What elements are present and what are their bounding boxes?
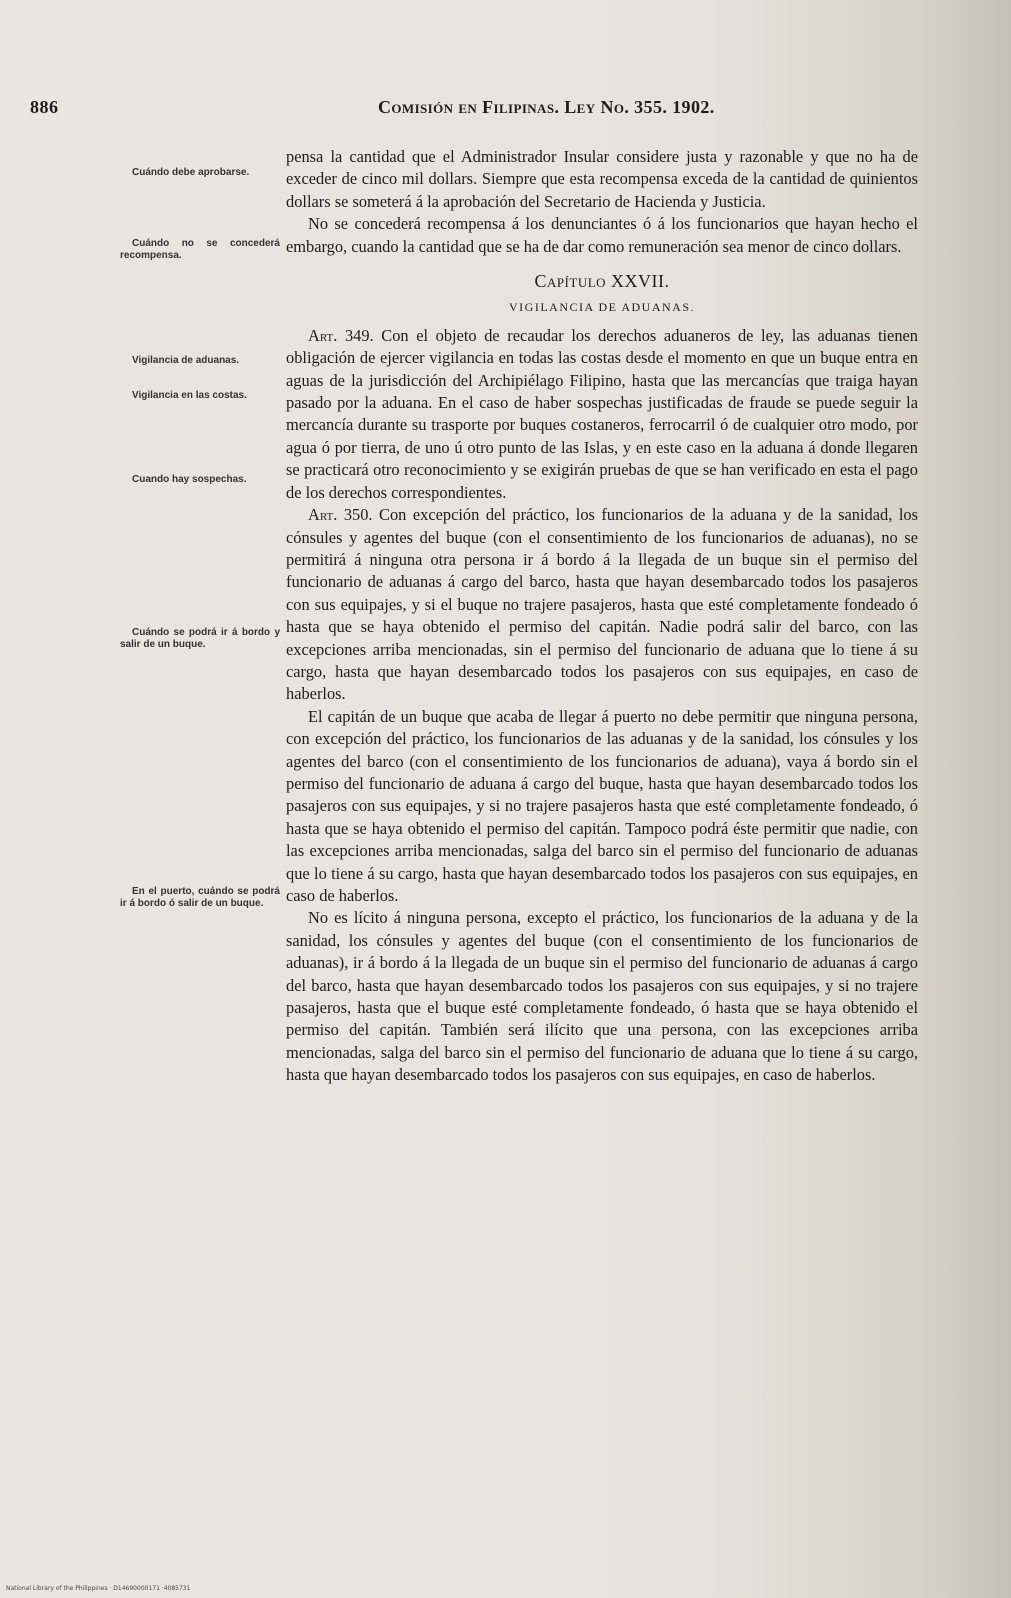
margin-note: Vigilancia de aduanas. (132, 355, 240, 366)
article-349 (286, 325, 918, 504)
article-label: Art. 349. (308, 325, 374, 345)
page-header (30, 97, 850, 121)
paragraph: pensa la cantidad que el Administrador Insular considere justa y razonable y que no ha de exceder de cinco mil dollars. Siempre que esta recompensa exceda de la cantidad de quinientos dollars se someterá á la aprobación del Secretario de Hacienda y Justicia. (286, 147, 918, 211)
paragraph: El capitán de un buque que acaba de llegar á puerto no debe permitir que ninguna persona, con excepción del práctico, los funcionarios de las aduanas y de la sanidad, los cónsules y los agentes del barco (con el consentimiento de los funcionarios de aduana), vaya á bordo sin el permiso del funcionario de aduana á cargo del buque, hasta que hayan desembarcado todos los pasajeros con sus equipajes, y si no trajere pasajeros hasta que esté completamente fondeado, ó hasta que se haya obtenido el permiso del capitán. Tampoco podrá éste permitir que nadie, con las excepciones arriba mencionadas, salga del barco sin el permiso del funcionario de aduanas que lo tiene á su cargo, hasta que hayan desembarcado todos los pasajeros con sus equipajes, en caso de haberlos. (286, 706, 918, 905)
margin-note: Cuándo no se concederá recompensa. (120, 238, 280, 261)
margin-note: Cuándo se podrá ir á bordo y salir de un buque. (120, 627, 280, 650)
paragraph: No se concederá recompensa á los denunciantes ó á los funcionarios que hayan hecho el embargo, cuando la cantidad que se ha de dar como remuneración sea menor de cinco dollars. (286, 214, 918, 256)
paragraph: No es lícito á ninguna persona, excepto el práctico, los funcionarios de la aduana y de la sanidad, los cónsules y agentes del buque (con el consentimiento de los funcionarios de aduanas), ir á bordo á la llegada de un buque sin el permiso del funcionario de aduanas á cargo del barco, hasta que hayan desembarcado todos los pasajeros con sus equipajes, y si no trajere pasajeros, hasta que el buque esté completamente fondeado, ó hasta que se haya obtenido el permiso del capitán. También será ilícito que una persona, con las excepciones arriba mencionadas, salga del barco sin el permiso del funcionario de aduana que lo tiene á su cargo, hasta que hayan desembarcado todos los pasajeros con sus equipajes, en caso de haberlos. (286, 908, 918, 1085)
article-text: Con el objeto de recaudar los derechos aduaneros de ley, las aduanas tienen obligación de ejercer vigilancia en todas las costas desde el momento en que un buque entra en aguas de la jurisdicción del Archipiélago Filipino, hasta que las mercancías que traiga hayan pasado por la aduana. En el caso de haber sospechas justificadas de fraude se puede seguir la mercancía durante su trasporte por buques costaneros, ferrocarril ó de cualquier otro modo, por agua ó por tierra, de uno ú otro punto de las Islas, y en este caso en la aduana á donde llegaren se practicará otro reconocimiento y se exigirán pruebas de que se han verificado en esta el pago de los derechos correspondientes. (286, 325, 918, 502)
section-title: VIGILANCIA DE ADUANAS. (509, 300, 695, 315)
margin-note: Vigilancia en las costas. (132, 390, 247, 401)
footer-source: National Library of the Philippines · D14690000171 ·4085731 (6, 1585, 191, 1592)
running-head: Comisión en Filipinas. Ley No. 355. 1902. (378, 97, 715, 117)
margin-note: Cuándo debe aprobarse. (132, 167, 250, 178)
main-text (286, 146, 918, 1087)
chapter-title: Capítulo XXVII. (534, 271, 670, 292)
margin-note: En el puerto, cuándo se podrá ir á bordo ó salir de un buque. (120, 886, 280, 909)
article-label: Art. 350. (308, 505, 373, 525)
page-number: 886 (30, 97, 59, 117)
article-text: Con excepción del práctico, los funcionarios de la aduana y de la sanidad, los cónsules y agentes del buque (con el consentimiento de los funcionarios de aduanas), no se permitirá á ninguna otra persona ir á bordo á la llegada de un buque sin el permiso del funcionario de aduanas á cargo del barco, hasta que hayan desembarcado todos los pasajeros con sus equipajes, y si el buque no trajere pasajeros, hasta que esté completamente fondeado ó hasta que se haya obtenido el permiso del capitán. Nadie podrá salir del barco, con las excepciones arriba mencionadas, sin el permiso del funcionario de aduana que lo tiene á su cargo, hasta que hayan desembarcado todos los pasajeros con sus equipajes, en caso de haberlos. (286, 505, 918, 704)
article-350 (286, 504, 918, 706)
margin-note: Cuando hay sospechas. (132, 474, 247, 485)
